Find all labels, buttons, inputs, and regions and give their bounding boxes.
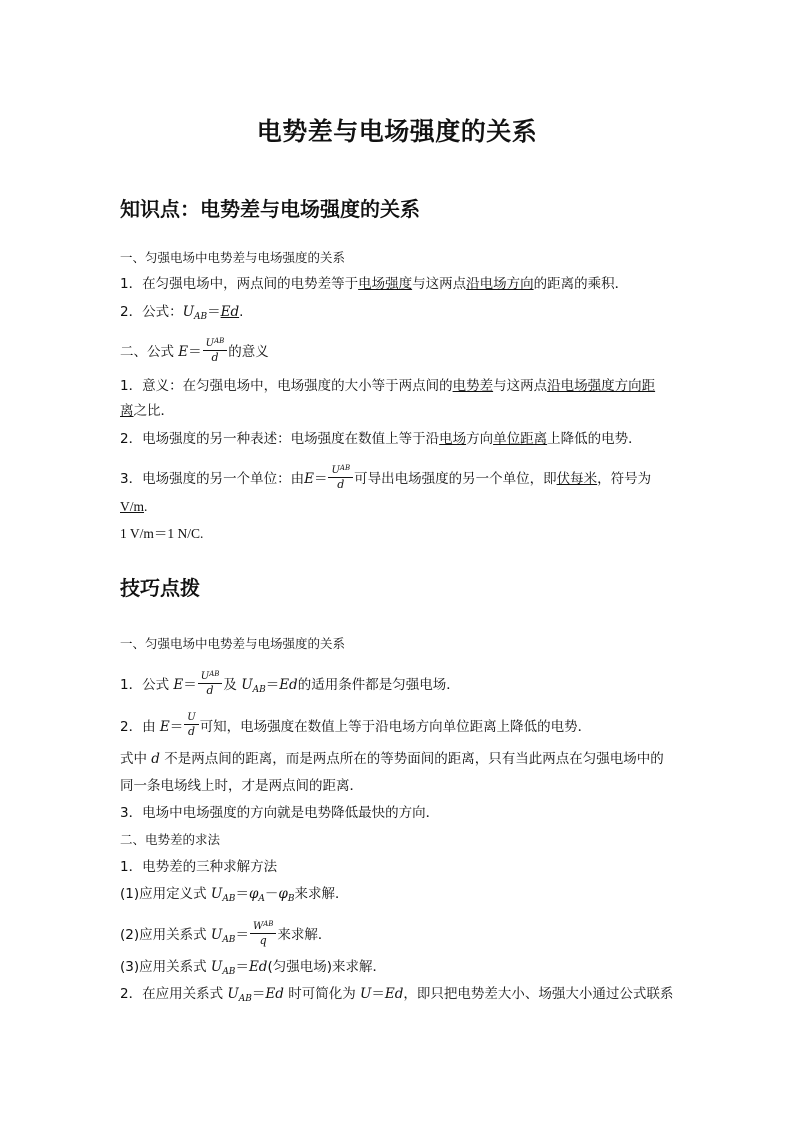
subheading-3: 一、匀强电场中电势差与电场强度的关系 <box>120 636 346 651</box>
equals: ＝ <box>235 886 249 902</box>
numerator: U <box>187 712 196 723</box>
subscript: AB <box>222 967 236 977</box>
denominator: d <box>198 683 223 698</box>
numerator: U <box>331 465 340 476</box>
text: . <box>239 304 244 320</box>
equals: ＝ <box>188 344 202 360</box>
text: 来求解． <box>277 927 332 943</box>
underline-term: 沿电场强度方向距 <box>547 378 656 394</box>
equals: ＝ <box>371 986 385 1002</box>
text: 的意义 <box>228 344 269 360</box>
underline-term: 电势差 <box>452 378 494 394</box>
text: 之比． <box>133 403 174 419</box>
denominator: d <box>328 477 353 492</box>
equals: ＝ <box>265 677 280 693</box>
paragraph-2-3 <box>120 464 651 494</box>
underline-formula: Ed <box>220 304 240 320</box>
paragraph-1-2 <box>120 302 243 327</box>
equals: ＝ <box>235 927 249 943</box>
text: 可知，电场强度在数值上等于沿电场方向单位距离上降低的电势． <box>199 719 592 735</box>
paragraph-2-3-cont <box>120 497 147 517</box>
denominator: d <box>203 350 228 365</box>
symbol-phi: φ <box>278 886 288 902</box>
symbol-U: U <box>360 986 372 1002</box>
subscript: AB <box>238 994 252 1004</box>
fraction <box>203 335 228 365</box>
text: 1．意义：在匀强电场中，电场强度的大小等于两点间的 <box>120 378 453 394</box>
paragraph-1-1 <box>120 274 628 294</box>
subscript: AB <box>222 935 236 945</box>
symbol-E: E <box>173 677 184 693</box>
text: 2．在应用关系式 <box>120 986 224 1002</box>
text: 与这两点 <box>412 276 467 292</box>
denominator: q <box>250 933 276 948</box>
fraction <box>184 711 198 739</box>
tip-2-note <box>120 749 664 769</box>
text: ，符号为 <box>597 471 652 487</box>
equals: ＝ <box>169 719 184 735</box>
text: 及 <box>223 677 237 693</box>
underline-term: 沿电场方向 <box>466 276 534 292</box>
subscript: AB <box>222 894 236 904</box>
text: 2．电场强度的另一种表述：电场强度在数值上等于沿 <box>120 431 440 447</box>
symbol-E: E <box>304 471 314 487</box>
symbol-d: d <box>151 751 160 767</box>
method-heading: 1．电势差的三种求解方法 <box>120 859 278 875</box>
section-heading-tips: 技巧点拨 <box>120 576 200 600</box>
subheading-2 <box>120 337 269 367</box>
text: 时可简化为 <box>288 986 356 1002</box>
section-heading-knowledge: 知识点：电势差与电场强度的关系 <box>120 197 420 221</box>
equals: ＝ <box>313 471 328 487</box>
numerator-sub: AB <box>214 337 225 345</box>
equals: ＝ <box>183 677 197 693</box>
formula: Ed <box>384 986 404 1002</box>
subscript: AB <box>193 312 208 322</box>
formula: Ed <box>265 986 284 1002</box>
underline-term: 电场强度 <box>358 276 413 292</box>
fraction <box>250 918 276 948</box>
numerator-sub: AB <box>339 464 351 472</box>
tip-3: 3．电场中电场强度的方向就是电势降低最快的方向． <box>120 805 440 821</box>
underline-term: 离 <box>120 403 134 419</box>
text: (2)应用关系式 <box>120 927 207 943</box>
text: 式中 <box>120 751 147 767</box>
tip-2 <box>120 713 591 741</box>
formula: Ed <box>279 677 298 693</box>
page-title: 电势差与电场强度的关系 <box>256 117 538 146</box>
minus: － <box>264 886 279 902</box>
numerator-sub: AB <box>263 920 274 928</box>
subheading-1: 一、匀强电场中电势差与电场强度的关系 <box>120 250 346 265</box>
text: 2．公式： <box>120 304 183 320</box>
symbol-U: U <box>210 886 223 902</box>
text: (3)应用关系式 <box>120 959 207 975</box>
subscript: AB <box>252 685 266 695</box>
symbol-U: U <box>182 304 194 320</box>
tip-1 <box>120 670 460 700</box>
text: 与这两点 <box>493 378 548 394</box>
symbol-U: U <box>241 677 253 693</box>
underline-term: 伏每米 <box>556 471 598 487</box>
equals: ＝ <box>235 959 249 975</box>
text: 二、公式 <box>120 344 174 360</box>
text: 2．由 <box>120 719 156 735</box>
text: 的适用条件都是匀强电场． <box>297 677 460 693</box>
method-1 <box>120 884 348 909</box>
symbol-E: E <box>159 719 170 735</box>
tip-2-note-cont: 同一条电场线上时，才是两点间的距离． <box>120 778 363 794</box>
paragraph-2-1 <box>120 376 655 396</box>
symbol-E: E <box>178 344 189 360</box>
text: (1)应用定义式 <box>120 886 207 902</box>
method-note <box>120 984 673 1009</box>
numerator: W <box>252 921 264 932</box>
text: 不是两点间的距离，而是两点所在的等势面间的距离，只有当此两点在匀强电场中的 <box>164 751 664 767</box>
underline-term: 电场 <box>439 431 467 447</box>
text: 可导出电场强度的另一个单位，即 <box>354 471 557 487</box>
numerator: U <box>205 338 215 349</box>
subscript: A <box>258 894 265 904</box>
text: 上降低的电势． <box>547 431 642 447</box>
method-2 <box>120 920 331 950</box>
formula: Ed <box>248 959 268 975</box>
underline-term: 单位距离 <box>493 431 548 447</box>
text: 的距离的乘积． <box>533 276 629 292</box>
text: 1．公式 <box>120 677 170 693</box>
paragraph-2-1-cont <box>120 401 174 421</box>
symbol-U: U <box>210 927 223 943</box>
paragraph-2-2 <box>120 429 642 449</box>
numerator-sub: AB <box>209 670 220 678</box>
text: 1．在匀强电场中，两点间的电势差等于 <box>120 276 359 292</box>
text: (匀强电场)来求解． <box>267 959 386 975</box>
underline-unit: V/m <box>120 499 145 514</box>
unit-equation: 1 V/m＝1 N/C. <box>120 526 204 541</box>
denominator: d <box>184 724 198 739</box>
fraction <box>198 668 223 698</box>
numerator: U <box>200 671 210 682</box>
subheading-4: 二、电势差的求法 <box>120 832 221 847</box>
subscript: B <box>287 894 295 904</box>
equals: ＝ <box>207 304 221 320</box>
symbol-U: U <box>210 959 223 975</box>
text: 3．电场强度的另一个单位：由 <box>120 471 305 487</box>
text: 来求解． <box>294 886 349 902</box>
equals: ＝ <box>251 986 266 1002</box>
text: . <box>144 499 148 514</box>
text: ，即只把电势差大小、场强大小通过公式联系 <box>403 986 674 1002</box>
text: 方向 <box>466 431 494 447</box>
symbol-U: U <box>227 986 239 1002</box>
symbol-phi: φ <box>248 886 259 902</box>
fraction <box>328 462 353 492</box>
method-3 <box>120 957 386 982</box>
